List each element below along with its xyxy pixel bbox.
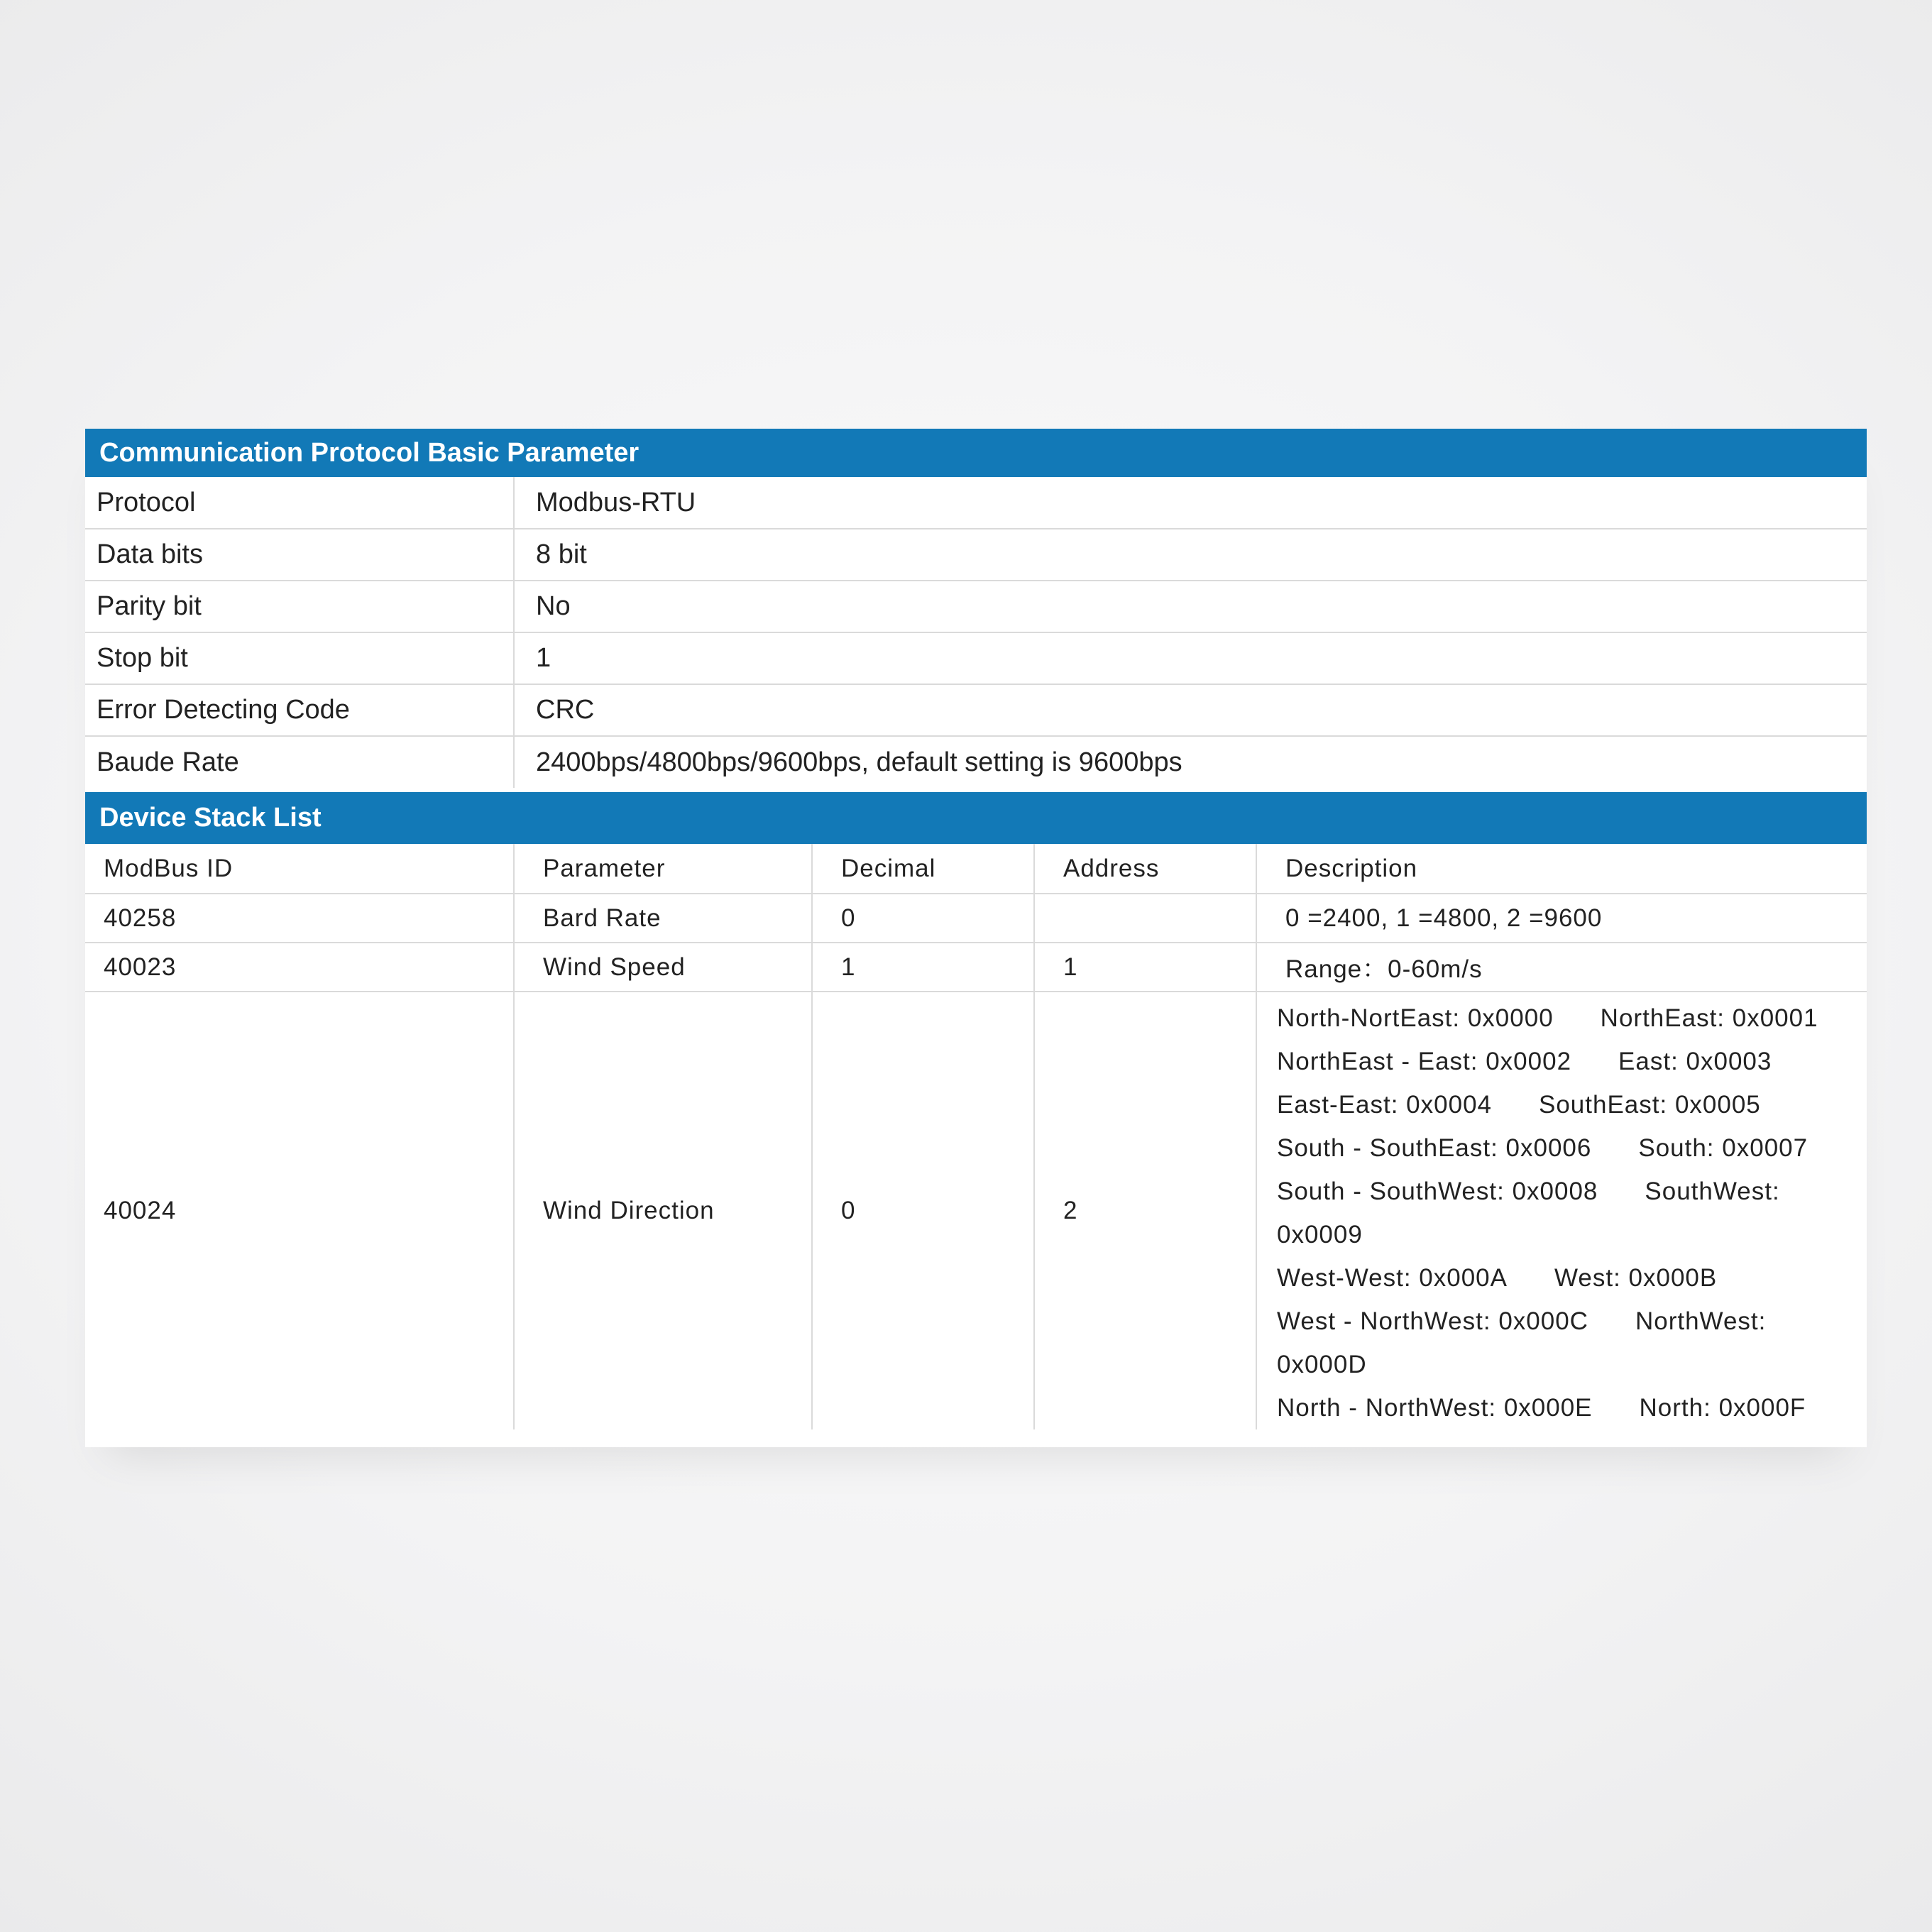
direction-code: South - SouthEast: 0x0006 <box>1277 1134 1592 1162</box>
table-row <box>85 581 1867 632</box>
table-row <box>85 943 1867 992</box>
param-name: Parity bit <box>85 581 514 632</box>
wind-direction-codes <box>1256 992 1867 1429</box>
direction-code: South: 0x0007 <box>1638 1134 1808 1162</box>
direction-code: East: 0x0003 <box>1618 1048 1772 1075</box>
table-row <box>85 992 1867 1429</box>
address <box>1034 894 1256 943</box>
basic-parameter-table <box>85 477 1867 788</box>
spec-sheet <box>85 429 1867 1447</box>
column-header-parameter: Parameter <box>514 844 812 894</box>
direction-code: North: 0x000F <box>1639 1394 1806 1422</box>
direction-code-line <box>1277 1126 1867 1170</box>
direction-code: SouthEast: 0x0005 <box>1539 1091 1761 1119</box>
direction-code: NorthEast: 0x0001 <box>1600 1004 1818 1032</box>
direction-code: West - NorthWest: 0x000C <box>1277 1307 1588 1335</box>
decimal: 0 <box>812 992 1034 1429</box>
direction-code: North-NortEast: 0x0000 <box>1277 1004 1554 1032</box>
description: Range：0-60m/s <box>1256 943 1867 992</box>
decimal: 0 <box>812 894 1034 943</box>
address: 1 <box>1034 943 1256 992</box>
device-stack-table <box>85 844 1867 1429</box>
direction-code: West: 0x000B <box>1554 1264 1718 1292</box>
param-value: No <box>514 581 1867 632</box>
param-name: Stop bit <box>85 632 514 684</box>
direction-code: NorthWest: <box>1635 1307 1767 1335</box>
table-row <box>85 684 1867 736</box>
direction-code: South - SouthWest: 0x0008 <box>1277 1178 1598 1205</box>
param-value: 8 bit <box>514 529 1867 581</box>
param-value: CRC <box>514 684 1867 736</box>
direction-code-line <box>1277 1040 1867 1083</box>
direction-code: 0x0009 <box>1277 1221 1363 1248</box>
modbus-id: 40258 <box>85 894 514 943</box>
device-stack-header <box>85 792 1867 844</box>
direction-code: NorthEast - East: 0x0002 <box>1277 1048 1572 1075</box>
direction-code: SouthWest: <box>1645 1178 1780 1205</box>
direction-code: East-East: 0x0004 <box>1277 1091 1492 1119</box>
direction-code: 0x000D <box>1277 1351 1367 1378</box>
direction-code-line <box>1277 1083 1867 1126</box>
table-row <box>85 529 1867 581</box>
table-row <box>85 736 1867 788</box>
parameter: Wind Speed <box>514 943 812 992</box>
direction-code-line <box>1277 1300 1867 1343</box>
param-name: Data bits <box>85 529 514 581</box>
modbus-id: 40023 <box>85 943 514 992</box>
direction-code-line <box>1277 1213 1867 1256</box>
modbus-id: 40024 <box>104 1197 177 1224</box>
param-name: Protocol <box>85 477 514 529</box>
column-header-address: Address <box>1034 844 1256 894</box>
direction-code: West-West: 0x000A <box>1277 1264 1508 1292</box>
param-value: 1 <box>514 632 1867 684</box>
direction-code-line <box>1277 1256 1867 1300</box>
device-stack-title: Device Stack List <box>99 803 322 833</box>
parameter: Bard Rate <box>514 894 812 943</box>
column-header-modbus-id: ModBus ID <box>85 844 514 894</box>
param-value: 2400bps/4800bps/9600bps, default setting is 9600bps <box>536 747 1182 777</box>
column-header-description: Description <box>1256 844 1867 894</box>
param-name: Baude Rate <box>85 736 514 788</box>
table-row <box>85 894 1867 943</box>
direction-code: North - NorthWest: 0x000E <box>1277 1394 1593 1422</box>
table-row <box>85 477 1867 529</box>
direction-code-line <box>1277 1386 1867 1429</box>
parameter: Wind Direction <box>514 992 812 1429</box>
table-header-row <box>85 844 1867 894</box>
direction-code-line <box>1277 1170 1867 1213</box>
table-row <box>85 632 1867 684</box>
basic-parameter-title: Communication Protocol Basic Parameter <box>99 437 640 468</box>
column-header-decimal: Decimal <box>812 844 1034 894</box>
param-name: Error Detecting Code <box>85 684 514 736</box>
param-value: Modbus-RTU <box>514 477 1867 529</box>
direction-code-line <box>1277 1343 1867 1386</box>
direction-code-line <box>1277 997 1867 1040</box>
description: 0 =2400, 1 =4800, 2 =9600 <box>1256 894 1867 943</box>
decimal: 1 <box>812 943 1034 992</box>
basic-parameter-header <box>85 429 1867 477</box>
address: 2 <box>1034 992 1256 1429</box>
